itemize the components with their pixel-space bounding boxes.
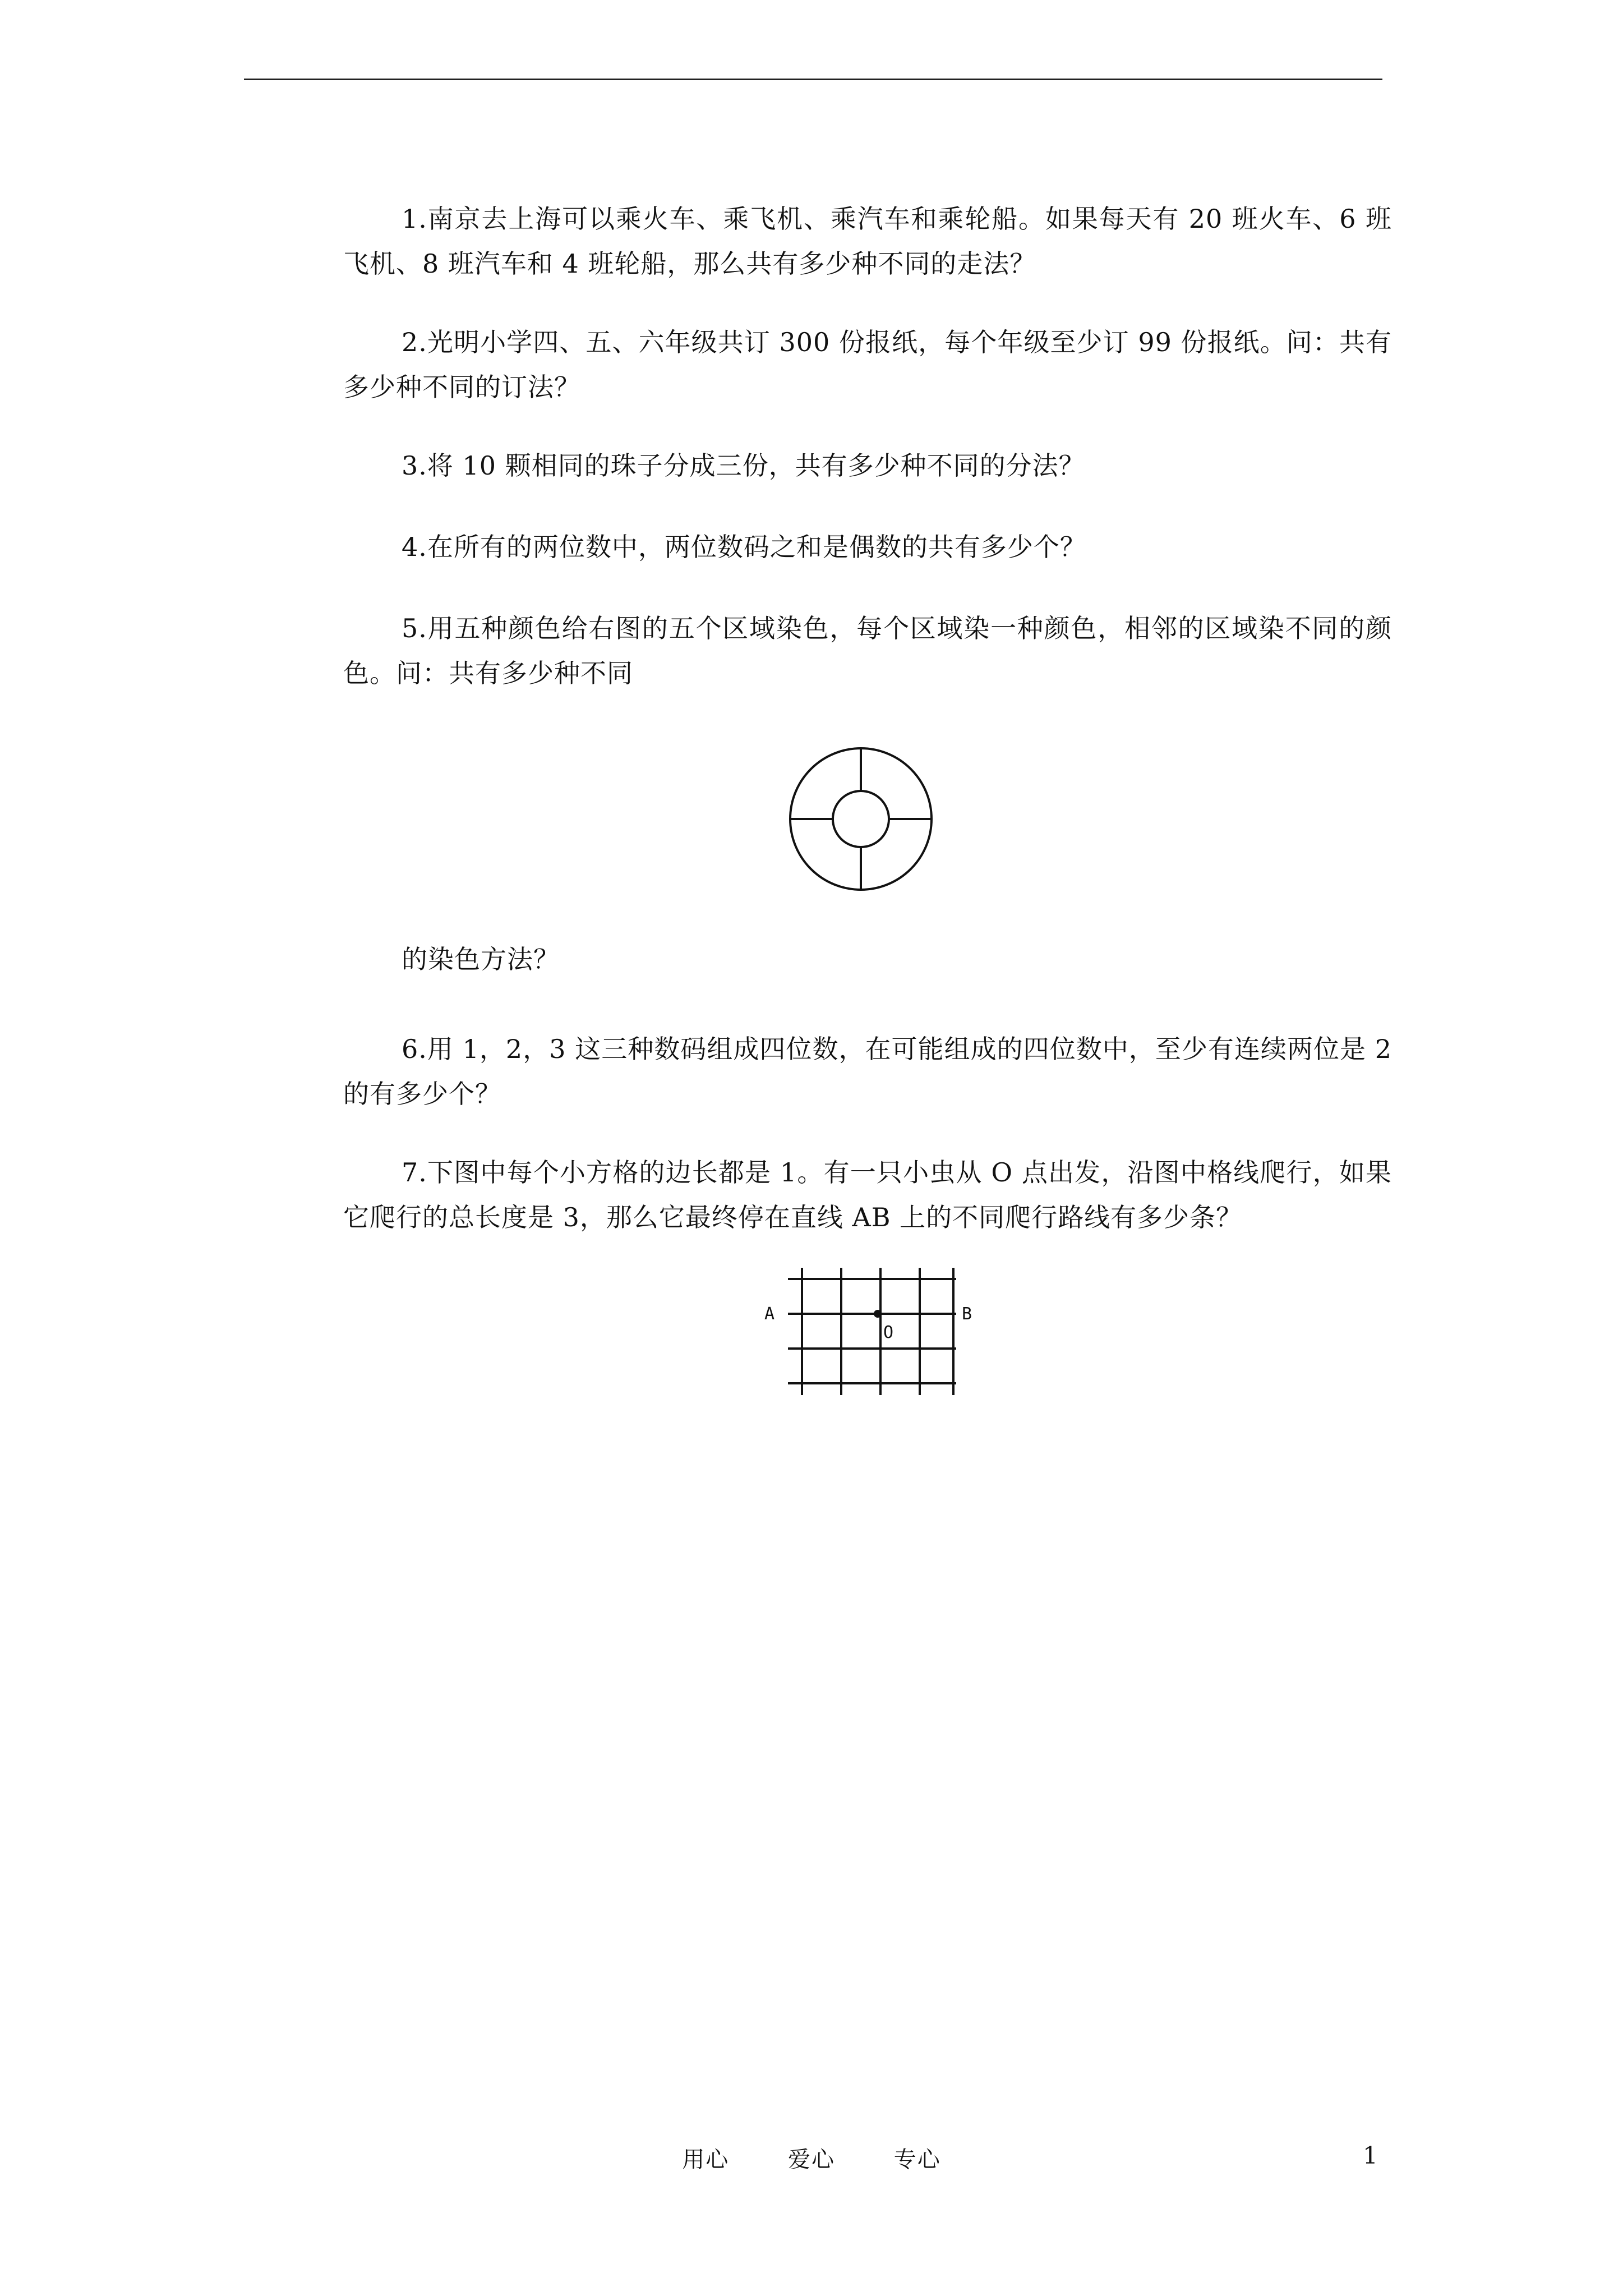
origin-point	[874, 1310, 882, 1318]
label-o: O	[883, 1323, 894, 1342]
footer-motto: 用心 爱心 专心	[682, 2147, 941, 2173]
page-number: 1	[1363, 2142, 1378, 2169]
question-2: 2.光明小学四、五、六年级共订 300 份报纸，每个年级至少订 99 份报纸。问：共有多少种不同的订法？	[343, 327, 1392, 402]
header-rule	[244, 79, 1382, 80]
question-7: 7.下图中每个小方格的边长都是 1。有一只小虫从 O 点出发，沿图中格线爬行，如果它爬行的总长度是 3，那么它最终停在直线 AB 上的不同爬行路线有多少条？	[343, 1157, 1392, 1232]
question-1: 1.南京去上海可以乘火车、乘飞机、乘汽车和乘轮船。如果每天有 20 班火车、6 班飞机、8 班汽车和 4 班轮船，那么共有多少种不同的走法？	[343, 204, 1392, 279]
ring-regions-figure	[785, 746, 937, 892]
question-6: 6.用 1，2，3 这三种数码组成四位数，在可能组成的四位数中，至少有连续两位是 2 的有多少个？	[343, 1034, 1392, 1109]
label-b: B	[962, 1304, 972, 1324]
grid-path-figure	[760, 1265, 979, 1397]
question-4: 4.在所有的两位数中，两位数码之和是偶数的共有多少个？	[402, 532, 1086, 562]
question-5: 5.用五种颜色给右图的五个区域染色，每个区域染一种颜色，相邻的区域染不同的颜色。问：共有多少种不同	[343, 613, 1392, 688]
question-3: 3.将 10 颗相同的珠子分成三份，共有多少种不同的分法？	[402, 450, 1085, 481]
grid-lines	[788, 1268, 956, 1395]
question-5-continued: 的染色方法？	[402, 944, 560, 974]
label-a: A	[764, 1304, 775, 1324]
inner-circle	[833, 791, 889, 847]
